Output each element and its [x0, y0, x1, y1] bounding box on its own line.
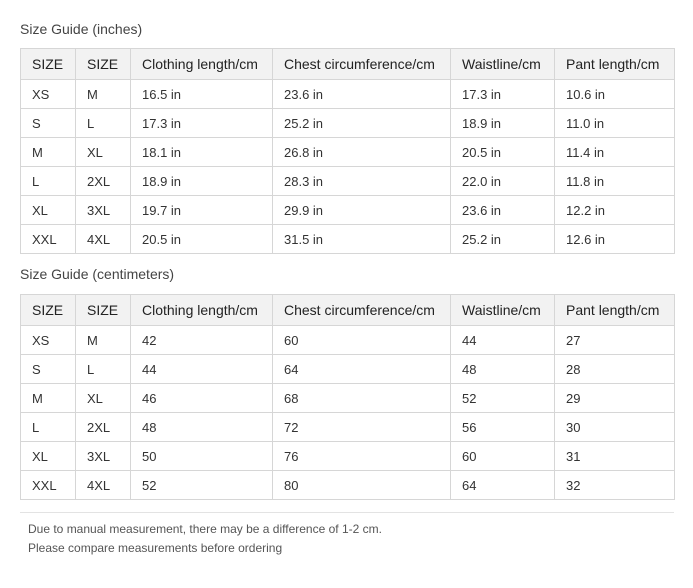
cell-size-alt: XL: [76, 384, 131, 413]
header-waistline: Waistline/cm: [451, 295, 555, 326]
header-size: SIZE: [21, 49, 76, 80]
cell-chest-circumference: 26.8 in: [273, 138, 451, 167]
cell-size: XL: [21, 196, 76, 225]
table-row: [21, 225, 675, 254]
header-size-alt: SIZE: [76, 49, 131, 80]
cell-size: XS: [21, 80, 76, 109]
cell-clothing-length: 46: [131, 384, 273, 413]
table-row: [21, 80, 675, 109]
cell-pant-length: 28: [555, 355, 675, 384]
cell-pant-length: 11.4 in: [555, 138, 675, 167]
cell-pant-length: 32: [555, 471, 675, 500]
cell-pant-length: 11.0 in: [555, 109, 675, 138]
cell-size-alt: M: [76, 326, 131, 355]
table-row: [21, 355, 675, 384]
cell-size: XXL: [21, 471, 76, 500]
table-row: [21, 471, 675, 500]
size-table-centimeters: [20, 294, 675, 500]
cell-clothing-length: 19.7 in: [131, 196, 273, 225]
cell-pant-length: 11.8 in: [555, 167, 675, 196]
cell-size: M: [21, 384, 76, 413]
table-row: [21, 384, 675, 413]
cell-chest-circumference: 72: [273, 413, 451, 442]
cell-clothing-length: 48: [131, 413, 273, 442]
cell-chest-circumference: 60: [273, 326, 451, 355]
cell-size-alt: 4XL: [76, 225, 131, 254]
cell-size-alt: 2XL: [76, 167, 131, 196]
cell-clothing-length: 42: [131, 326, 273, 355]
cell-waistline: 22.0 in: [451, 167, 555, 196]
cell-size-alt: 3XL: [76, 196, 131, 225]
cell-pant-length: 12.6 in: [555, 225, 675, 254]
header-chest-circumference: Chest circumference/cm: [273, 295, 451, 326]
header-waistline: Waistline/cm: [451, 49, 555, 80]
cell-clothing-length: 18.9 in: [131, 167, 273, 196]
table-row: [21, 196, 675, 225]
size-guide-inches-title: Size Guide (inches): [20, 21, 143, 37]
table-row: [21, 326, 675, 355]
cell-size: XXL: [21, 225, 76, 254]
header-chest-circumference: Chest circumference/cm: [273, 49, 451, 80]
cell-size-alt: 4XL: [76, 471, 131, 500]
cell-pant-length: 31: [555, 442, 675, 471]
header-size: SIZE: [21, 295, 76, 326]
cell-clothing-length: 50: [131, 442, 273, 471]
cell-chest-circumference: 68: [273, 384, 451, 413]
cell-size: S: [21, 355, 76, 384]
header-pant-length: Pant length/cm: [555, 49, 675, 80]
cell-pant-length: 12.2 in: [555, 196, 675, 225]
cell-pant-length: 10.6 in: [555, 80, 675, 109]
cell-waistline: 52: [451, 384, 555, 413]
cell-waistline: 23.6 in: [451, 196, 555, 225]
cell-size: XL: [21, 442, 76, 471]
cell-pant-length: 30: [555, 413, 675, 442]
cell-chest-circumference: 31.5 in: [273, 225, 451, 254]
table-row: [21, 442, 675, 471]
cell-waistline: 20.5 in: [451, 138, 555, 167]
cell-size-alt: 3XL: [76, 442, 131, 471]
cell-size-alt: M: [76, 80, 131, 109]
cell-clothing-length: 16.5 in: [131, 80, 273, 109]
notes-divider: [20, 512, 674, 513]
header-size-alt: SIZE: [76, 295, 131, 326]
cell-size-alt: XL: [76, 138, 131, 167]
cell-clothing-length: 44: [131, 355, 273, 384]
cell-waistline: 60: [451, 442, 555, 471]
header-clothing-length: Clothing length/cm: [131, 49, 273, 80]
cell-chest-circumference: 25.2 in: [273, 109, 451, 138]
cell-size: XS: [21, 326, 76, 355]
cell-waistline: 18.9 in: [451, 109, 555, 138]
compare-note: Please compare measurements before ordering: [28, 541, 283, 555]
cell-chest-circumference: 28.3 in: [273, 167, 451, 196]
table-row: [21, 167, 675, 196]
cell-waistline: 64: [451, 471, 555, 500]
cell-size: S: [21, 109, 76, 138]
cell-size: M: [21, 138, 76, 167]
cell-waistline: 17.3 in: [451, 80, 555, 109]
size-guide-centimeters-title: Size Guide (centimeters): [20, 266, 175, 282]
cell-waistline: 25.2 in: [451, 225, 555, 254]
cell-clothing-length: 18.1 in: [131, 138, 273, 167]
table-row: [21, 413, 675, 442]
cell-chest-circumference: 76: [273, 442, 451, 471]
cell-clothing-length: 17.3 in: [131, 109, 273, 138]
cell-chest-circumference: 29.9 in: [273, 196, 451, 225]
cell-size-alt: L: [76, 355, 131, 384]
header-pant-length: Pant length/cm: [555, 295, 675, 326]
table-row: [21, 138, 675, 167]
cell-size: L: [21, 413, 76, 442]
header-clothing-length: Clothing length/cm: [131, 295, 273, 326]
cell-pant-length: 27: [555, 326, 675, 355]
cell-pant-length: 29: [555, 384, 675, 413]
cell-chest-circumference: 64: [273, 355, 451, 384]
table-header-row: [21, 295, 675, 326]
cell-clothing-length: 20.5 in: [131, 225, 273, 254]
cell-size-alt: L: [76, 109, 131, 138]
cell-chest-circumference: 23.6 in: [273, 80, 451, 109]
cell-waistline: 44: [451, 326, 555, 355]
table-header-row: [21, 49, 675, 80]
table-row: [21, 109, 675, 138]
cell-chest-circumference: 80: [273, 471, 451, 500]
size-table-inches: [20, 48, 675, 254]
cell-clothing-length: 52: [131, 471, 273, 500]
cell-size: L: [21, 167, 76, 196]
measurement-note: Due to manual measurement, there may be a difference of 1-2 cm.: [28, 522, 382, 536]
cell-waistline: 56: [451, 413, 555, 442]
cell-waistline: 48: [451, 355, 555, 384]
cell-size-alt: 2XL: [76, 413, 131, 442]
